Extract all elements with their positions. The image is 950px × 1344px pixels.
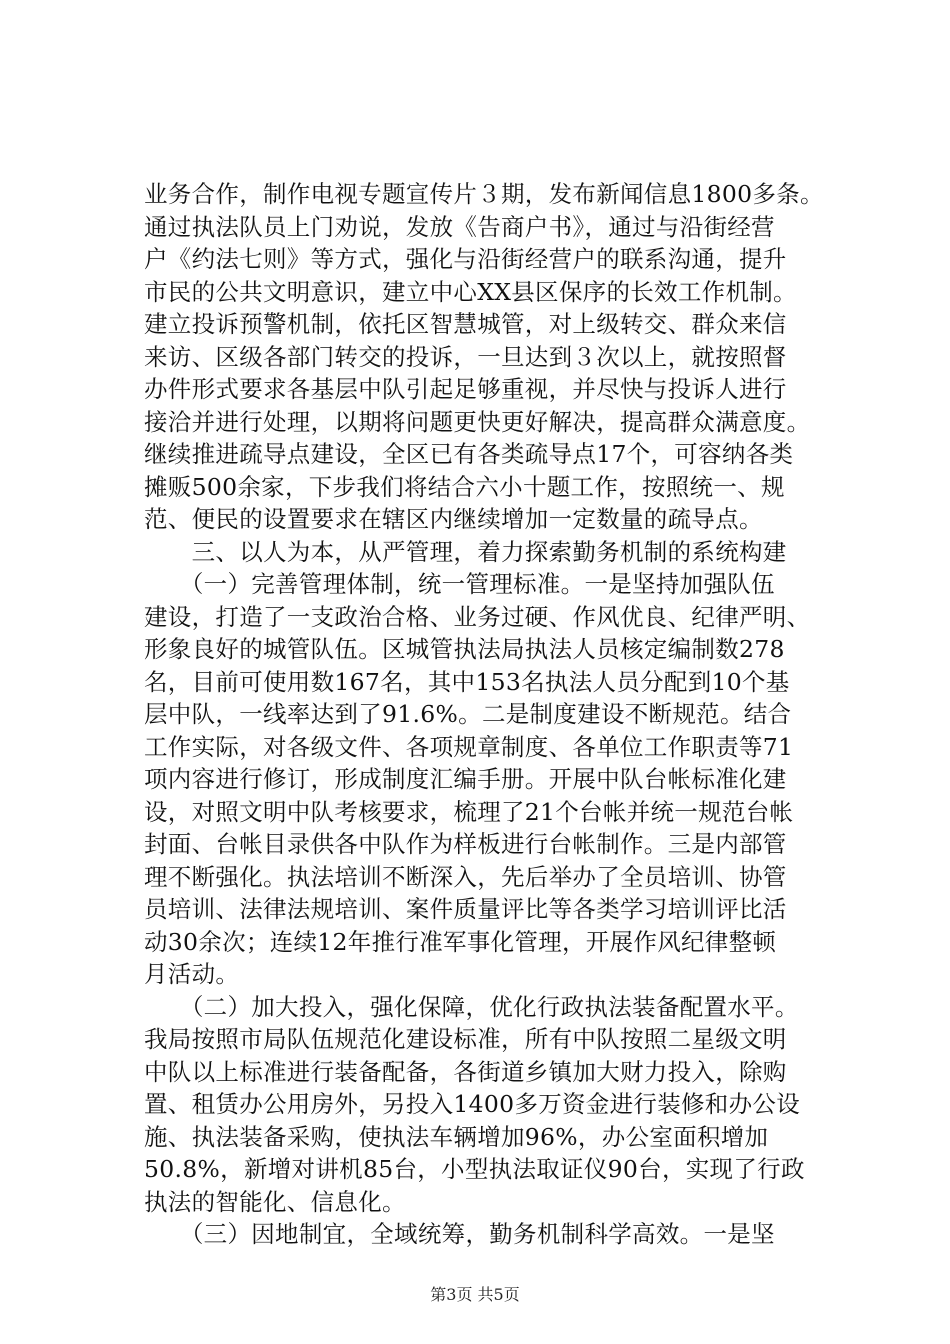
text-line: 层中队，一线率达到了91.6%。二是制度建设不断规范。结合: [144, 700, 792, 728]
text-line: 户《约法七则》等方式，强化与沿街经营户的联系沟通，提升: [144, 245, 787, 273]
text-line: 通过执法队员上门劝说，发放《告商户书》，通过与沿街经营: [144, 212, 775, 241]
text-line: （二）加大投入，强化保障，优化行政执法装备配置水平。: [144, 992, 799, 1021]
page-number: 第3页 共5页: [430, 1285, 520, 1304]
text-line: （一）完善管理体制，统一管理标准。一是坚持加强队伍: [144, 570, 775, 598]
text-line: 动30余次；连续12年推行准军事化管理，开展作风纪律整顿: [144, 927, 777, 956]
text-line: 设，对照文明中队考核要求，梳理了21个台帐并统一规范台帐: [144, 797, 794, 826]
text-line: 工作实际，对各级文件、各项规章制度、各单位工作职责等71: [144, 732, 794, 761]
text-line: 形象良好的城管队伍。区城管执法局执法人员核定编制数278: [144, 635, 785, 663]
text-line: 置、租赁办公用房外，另投入1400多万资金进行装修和办公设: [144, 1090, 801, 1118]
text-line: 员培训、法律法规培训、案件质量评比等各类学习培训评比活: [144, 895, 787, 923]
body-text: [144, 178, 844, 1251]
section-heading: 三、以人为本，从严管理，着力探索勤务机制的系统构建: [144, 537, 787, 566]
text-line: 建设，打造了一支政治合格、业务过硬、作风优良、纪律严明、: [144, 602, 811, 631]
text-line: 市民的公共文明意识，建立中心XX县区保序的长效工作机制。: [144, 277, 797, 306]
text-line: 范、便民的设置要求在辖区内继续增加一定数量的疏导点。: [144, 505, 763, 533]
text-line: 中队以上标准进行装备配备，各街道乡镇加大财力投入，除购: [144, 1057, 787, 1086]
text-line: 摊贩500余家，下步我们将结合六小十题工作，按照统一、规: [144, 472, 785, 501]
text-line: 施、执法装备采购，使执法车辆增加96%，办公室面积增加: [144, 1122, 769, 1151]
text-line: 50.8%，新增对讲机85台，小型执法取证仪90台，实现了行政: [144, 1155, 805, 1183]
text-line: 执法的智能化、信息化。: [144, 1187, 406, 1216]
text-line: 继续推进疏导点建设，全区已有各类疏导点17个，可容纳各类: [144, 440, 794, 468]
text-line: 来访、区级各部门转交的投诉，一旦达到３次以上，就按照督: [144, 342, 787, 371]
text-line: 项内容进行修订，形成制度汇编手册。开展中队台帐标准化建: [144, 765, 787, 793]
text-line: 办件形式要求各基层中队引起足够重视，并尽快与投诉人进行: [144, 375, 787, 403]
text-line: 建立投诉预警机制，依托区智慧城管，对上级转交、群众来信: [144, 310, 787, 338]
text-line: 我局按照市局队伍规范化建设标准，所有中队按照二星级文明: [144, 1025, 787, 1053]
text-line: （三）因地制宜，全域统筹，勤务机制科学高效。一是坚: [144, 1220, 775, 1248]
text-line: 月活动。: [144, 960, 240, 988]
text-line: 业务合作，制作电视专题宣传片３期，发布新闻信息1800多条。: [144, 180, 824, 208]
text-line: 理不断强化。执法培训不断深入，先后举办了全员培训、协管: [144, 862, 787, 891]
text-line: 接洽并进行处理，以期将问题更快更好解决，提高群众满意度。: [144, 407, 811, 436]
text-line: 封面、台帐目录供各中队作为样板进行台帐制作。三是内部管: [144, 830, 787, 858]
text-line: 名，目前可使用数167名，其中153名执法人员分配到10个基: [144, 667, 790, 696]
